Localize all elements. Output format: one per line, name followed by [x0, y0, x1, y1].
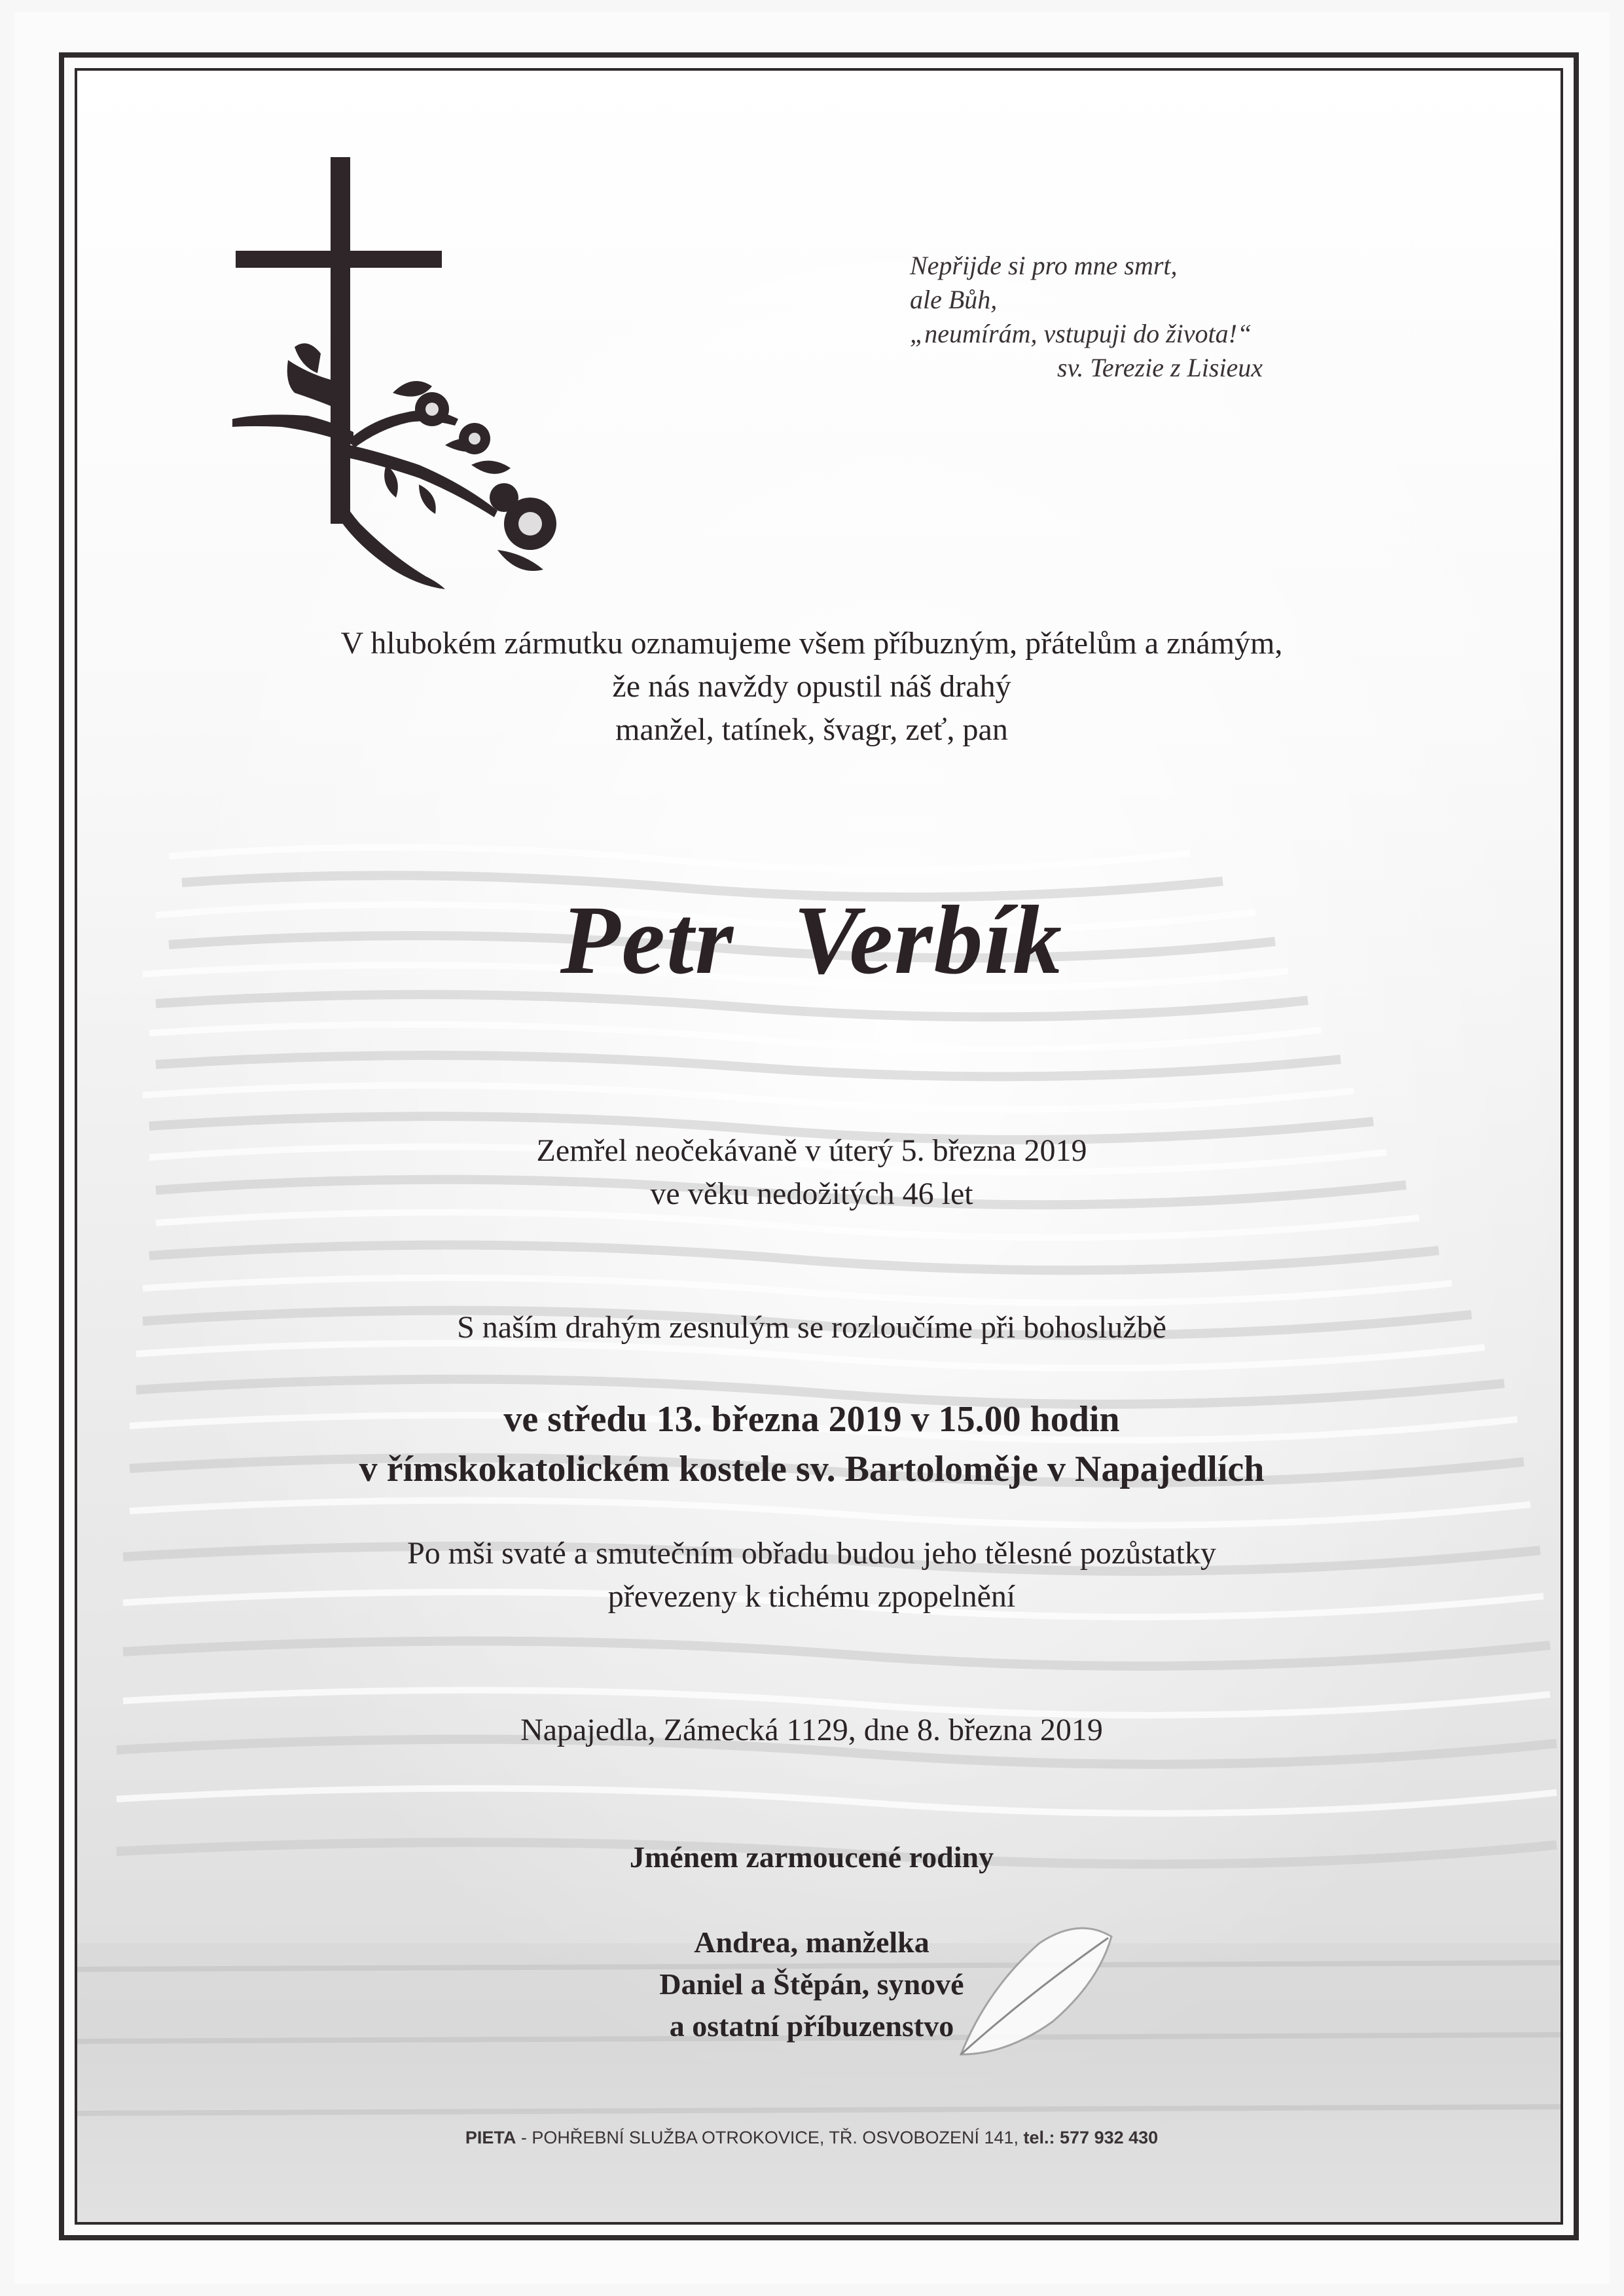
cross-with-rose-icon — [223, 157, 615, 602]
death-notice — [85, 1129, 1538, 1216]
family-member: a ostatní příbuzenstvo — [669, 2009, 954, 2043]
last-name: Verbík — [793, 886, 1064, 994]
intro-line: že nás navždy opustil náš drahý — [612, 669, 1011, 704]
quote-line: „neumírám, vstupuji do života!“ — [910, 319, 1252, 348]
footer-address: - POHŘEBNÍ SLUŽBA OTROKOVICE, TŘ. OSVOBOZENÍ 141, — [516, 2128, 1024, 2147]
farewell-line: S naším drahým zesnulým se rozloučíme při bohoslužbě — [457, 1310, 1166, 1345]
announcement-intro — [85, 622, 1538, 752]
quote-attribution: sv. Terezie z Lisieux — [1057, 353, 1263, 382]
deceased-name — [85, 884, 1538, 996]
family-members — [85, 1922, 1538, 2047]
death-line: Zemřel neočekávaně v úterý 5. března 2019 — [536, 1133, 1087, 1168]
place-and-date: Napajedla, Zámecká 1129, dne 8. března 2019 — [520, 1713, 1103, 1747]
cremation-line: převezeny k tichému zpopelnění — [607, 1579, 1016, 1614]
family-heading: Jménem zarmoucené rodiny — [629, 1840, 994, 1874]
first-name: Petr — [560, 886, 735, 994]
intro-line: V hlubokém zármutku oznamujeme všem příbuzným, přátelům a známým, — [340, 626, 1283, 661]
footer-phone: tel.: 577 932 430 — [1023, 2128, 1159, 2147]
service-line: ve středu 13. března 2019 v 15.00 hodin — [503, 1399, 1120, 1440]
funeral-service-footer — [85, 2128, 1538, 2148]
family-member: Daniel a Štěpán, synové — [659, 1967, 964, 2001]
intro-line: manžel, tatínek, švagr, zeť, pan — [615, 712, 1008, 747]
cremation-notice — [85, 1532, 1538, 1618]
death-line: ve věku nedožitých 46 let — [650, 1176, 973, 1211]
quote-line: ale Bůh, — [910, 285, 998, 314]
quote-block — [910, 249, 1368, 385]
family-member: Andrea, manželka — [694, 1925, 929, 1959]
footer-brand: PIETA — [465, 2128, 516, 2147]
service-line: v římskokatolickém kostele sv. Bartoloměje v Napajedlích — [359, 1449, 1265, 1489]
service-details — [85, 1394, 1538, 1494]
cremation-line: Po mši svaté a smutečním obřadu budou jeho tělesné pozůstatky — [407, 1536, 1216, 1571]
quote-line: Nepřijde si pro mne smrt, — [910, 251, 1178, 280]
